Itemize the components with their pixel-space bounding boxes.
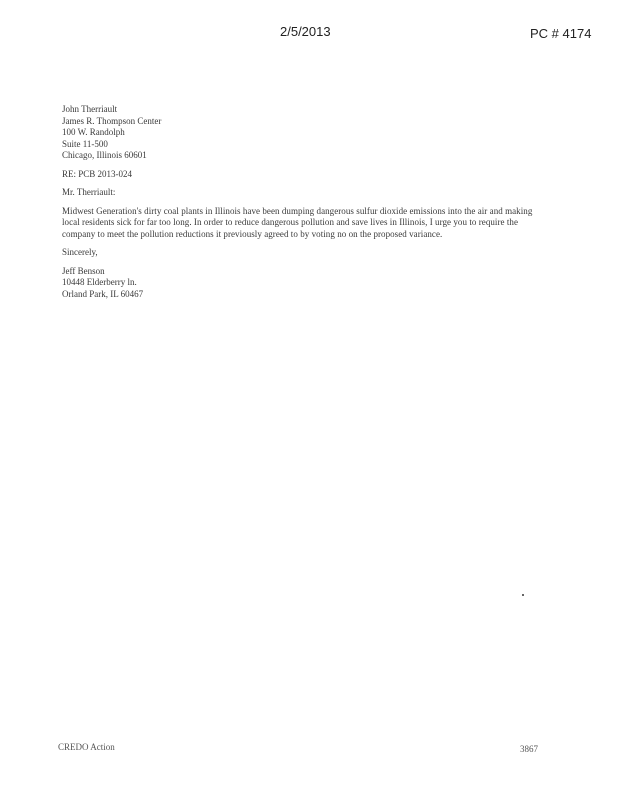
sender-street: 10448 Elderberry ln. (62, 277, 137, 287)
sender-name: Jeff Benson (62, 265, 105, 276)
salutation: Mr. Therriault: (62, 187, 116, 197)
recipient-suite: Suite 11-500 (62, 138, 108, 149)
re-line: RE: PCB 2013-024 (62, 168, 133, 179)
recipient-address (62, 104, 552, 162)
spacer (62, 199, 552, 206)
spacer (62, 162, 552, 169)
footer-source: CREDO Action (58, 742, 115, 752)
letter-body (62, 104, 552, 300)
header-pc-number: PC # 4174 (530, 26, 592, 41)
recipient-name: John Therriault (62, 104, 118, 114)
recipient-street: 100 W. Randolph (62, 127, 125, 137)
closing: Sincerely, (62, 247, 98, 257)
sender-address (62, 266, 552, 301)
scan-speck (522, 594, 524, 596)
spacer (62, 240, 552, 247)
spacer (62, 259, 552, 266)
recipient-city: Chicago, Illinois 60601 (62, 150, 147, 160)
sender-city: Orland Park, IL 60467 (62, 288, 144, 299)
spacer (62, 180, 552, 187)
footer-page-number: 3867 (520, 744, 538, 754)
recipient-building: James R. Thompson Center (62, 115, 162, 126)
body-paragraph: Midwest Generation's dirty coal plants in Illinois have been dumping dangerous sulfur dioxide emissions into the air and making local residents sick for far too long. In order to reduce dangerous pollution and save lives in Illinois, I urge you to require the company to meet the pollution reductions it previously agreed to by voting no on the proposed variance. (62, 205, 533, 239)
header-date: 2/5/2013 (280, 24, 331, 39)
